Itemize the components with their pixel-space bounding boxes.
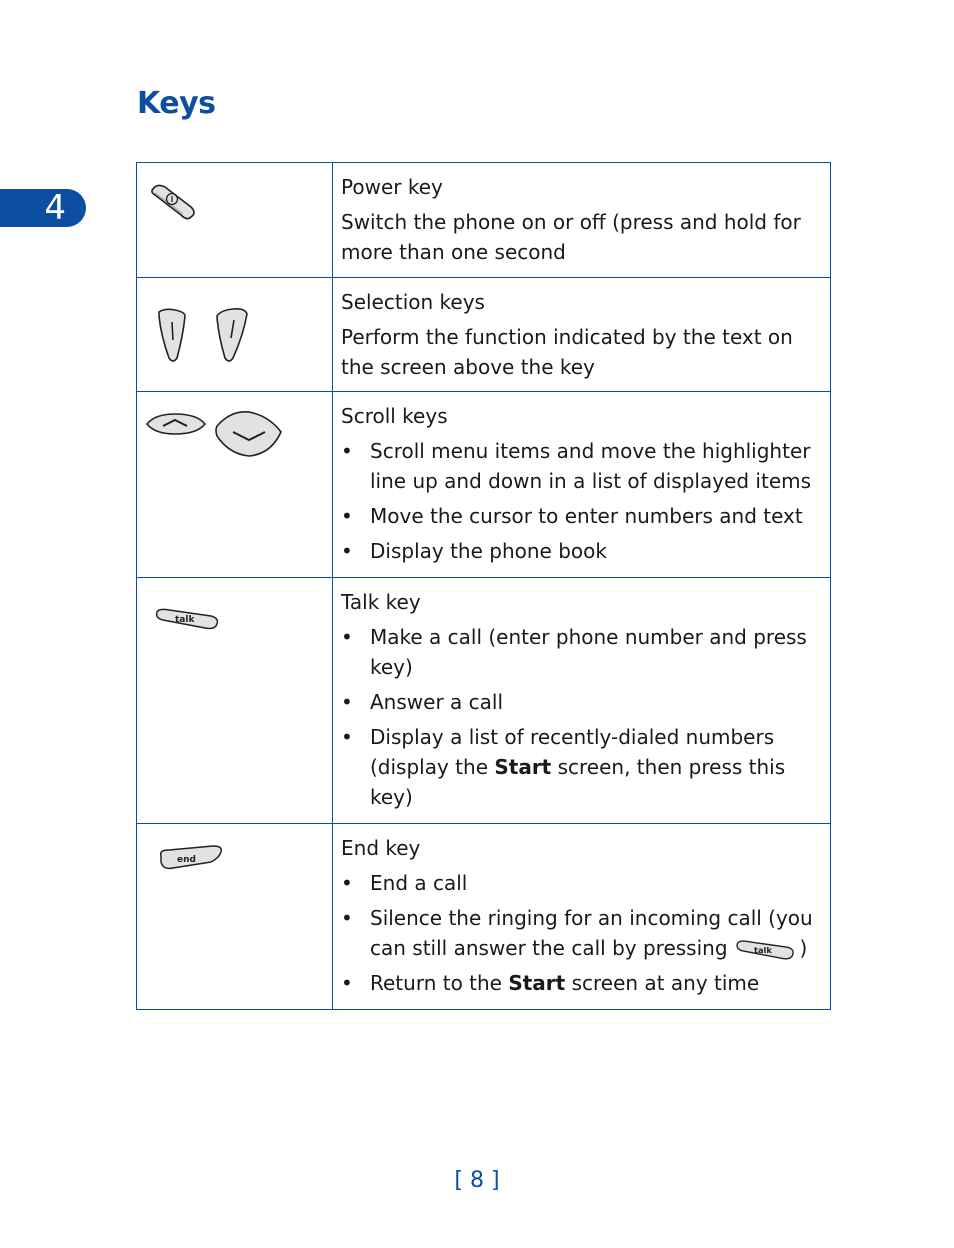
talk-key-icon: [155, 606, 221, 632]
key-title: Power key: [341, 175, 443, 199]
chapter-tab: [0, 189, 86, 227]
start-screen-label: Start: [494, 755, 552, 779]
key-title: Selection keys: [341, 290, 485, 314]
icon-cell: [137, 392, 333, 578]
table-row: [137, 392, 831, 578]
list-item: • Answer a call: [341, 687, 824, 717]
keys-table: [136, 162, 831, 1010]
page-number: [ 8 ]: [454, 1168, 500, 1193]
table-row: [137, 578, 831, 824]
talk-key-label: talk: [753, 944, 772, 955]
key-description: Perform the function indicated by the text on the screen above the key: [341, 325, 793, 379]
table-row: [137, 278, 831, 392]
text-cell: [333, 824, 831, 1010]
list-item: • Scroll menu items and move the highlighter line up and down in a list of displayed items: [341, 436, 824, 496]
list-item-text: screen at any time: [565, 971, 760, 995]
key-description: Switch the phone on or off (press and hold for more than one second: [341, 210, 801, 264]
talk-key-icon: [734, 938, 798, 962]
end-key-icon: [157, 842, 227, 872]
text-cell: [333, 278, 831, 392]
table-row: [137, 163, 831, 278]
text-cell: [333, 163, 831, 278]
key-title: Talk key: [341, 590, 421, 614]
list-item: • Move the cursor to enter numbers and text: [341, 501, 824, 531]
list-item: [341, 968, 824, 998]
bullet-list: [341, 436, 824, 566]
list-item-text: ): [799, 936, 808, 960]
list-item: • Display the phone book: [341, 536, 824, 566]
page-title: Keys: [137, 86, 216, 121]
chapter-number: 4: [44, 188, 66, 228]
key-title: End key: [341, 836, 421, 860]
list-item: [341, 903, 824, 963]
list-item: [341, 722, 824, 812]
selection-keys-icon: [155, 306, 265, 366]
key-title: Scroll keys: [341, 404, 448, 428]
icon-cell: [137, 824, 333, 1010]
table-row: [137, 824, 831, 1010]
icon-cell: [137, 578, 333, 824]
list-item: • End a call: [341, 868, 824, 898]
list-item-text: screen, then press this key): [370, 755, 786, 809]
text-cell: [333, 578, 831, 824]
list-item: • Make a call (enter phone number and press key): [341, 622, 824, 682]
talk-key-label: talk: [175, 615, 195, 625]
start-screen-label: Start: [508, 971, 566, 995]
icon-cell: [137, 163, 333, 278]
bullet-list: [341, 622, 824, 812]
end-key-label: end: [177, 855, 196, 865]
list-item-text: Display a list of recently-dialed numbers: [370, 725, 775, 749]
scroll-keys-icon: [145, 408, 295, 464]
list-item-text: (display the: [370, 755, 495, 779]
list-item-text: Return to the: [370, 971, 509, 995]
list-item-text: Silence the ringing for an incoming call (you can still answer the call by pressing: [370, 906, 813, 960]
icon-cell: [137, 278, 333, 392]
bullet-list: [341, 868, 824, 998]
power-key-icon: [147, 181, 207, 225]
text-cell: [333, 392, 831, 578]
